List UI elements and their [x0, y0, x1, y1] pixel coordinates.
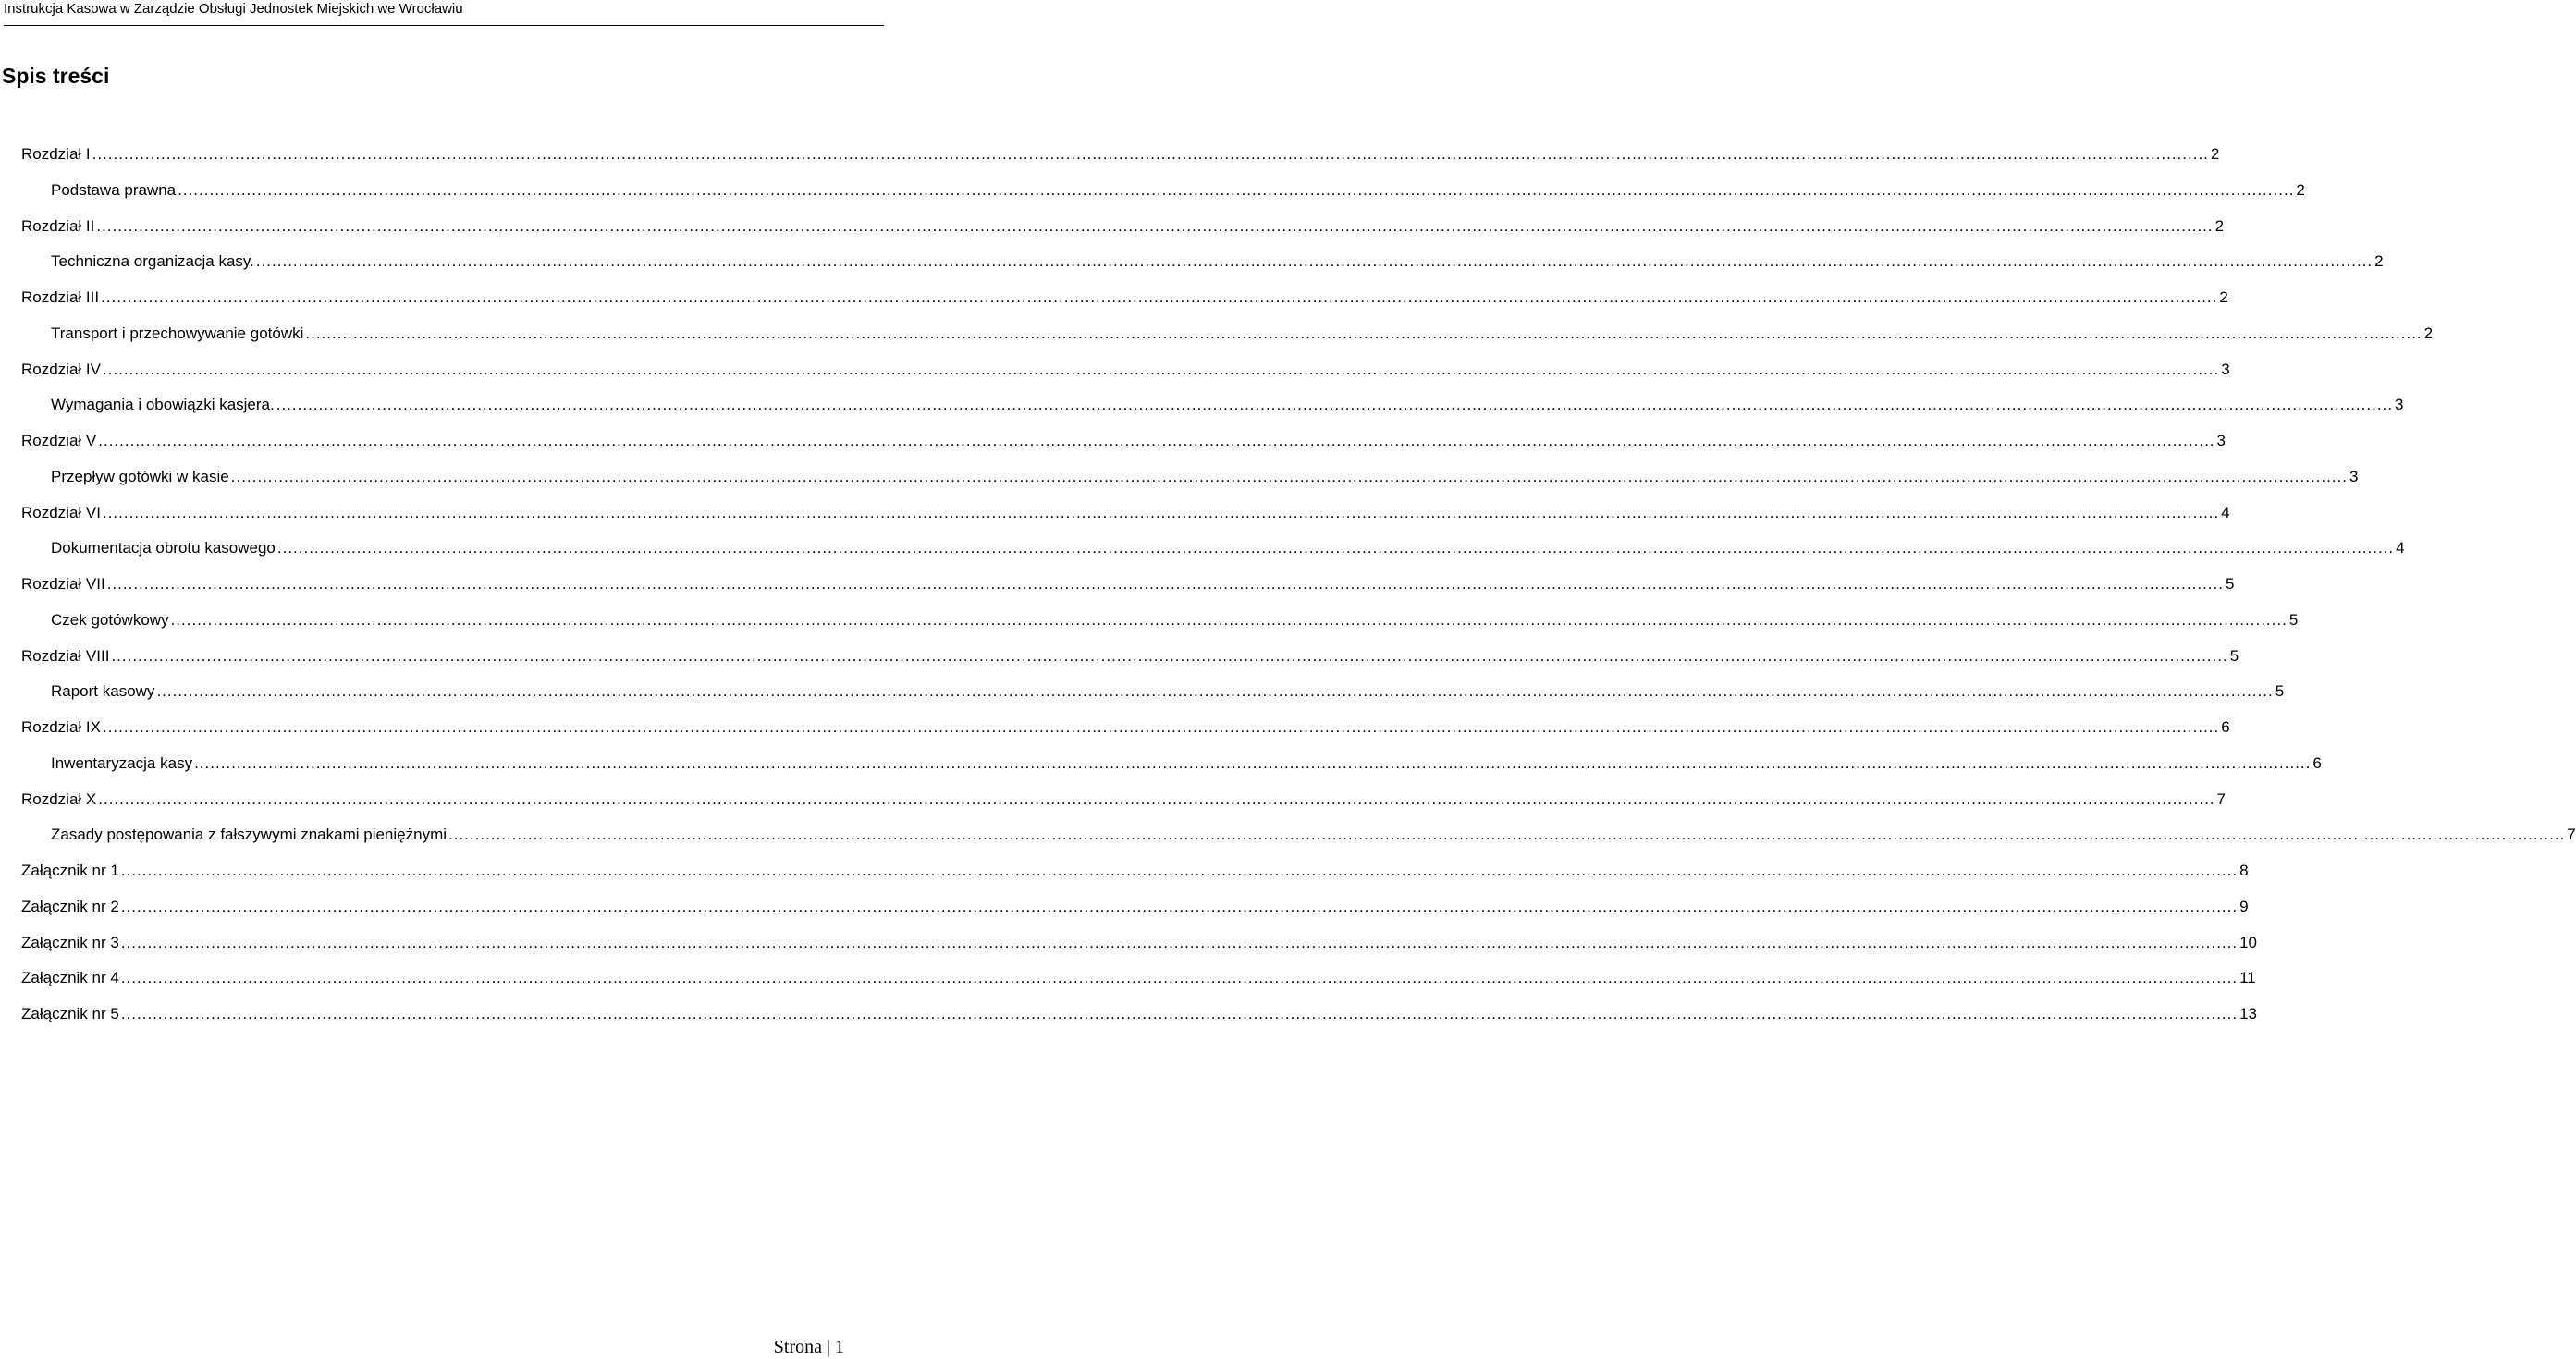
toc-entry-page: 2: [2219, 288, 2228, 306]
page-footer: [774, 1335, 844, 1359]
toc-dot-leader: ................................................................................................................................................................................................................................................................................................................................................................................................................: [101, 288, 2218, 306]
toc-entry-page: 6: [2221, 718, 2230, 736]
toc-entry[interactable]: [21, 789, 2226, 811]
footer-separator: |: [826, 1337, 830, 1357]
toc-entry[interactable]: [51, 394, 2404, 416]
toc-dot-leader: ................................................................................................................................................................................................................................................................................................................................................................................................................: [276, 539, 2395, 557]
toc-entry[interactable]: [21, 932, 2258, 954]
toc-dot-leader: ................................................................................................................................................................................................................................................................................................................................................................................................................: [102, 718, 2220, 736]
footer-page-label: Strona: [773, 1337, 822, 1357]
toc-dot-leader: ................................................................................................................................................................................................................................................................................................................................................................................................................: [170, 611, 2288, 629]
running-header-title: Instrukcja Kasowa w Zarządzie Obsługi Jednostek Miejskich we Wrocławiu: [4, 1, 463, 17]
toc-entry[interactable]: [51, 824, 2576, 846]
toc-entry-page: 2: [2374, 252, 2384, 270]
toc-dot-leader: ................................................................................................................................................................................................................................................................................................................................................................................................................: [305, 324, 2423, 342]
toc-entry-label[interactable]: Załącznik nr 2: [21, 898, 119, 915]
toc-entry-label[interactable]: Rozdział VIII: [21, 647, 110, 665]
toc-entry-label[interactable]: Załącznik nr 1: [21, 862, 119, 879]
toc-entry-label[interactable]: Rozdział III: [21, 288, 100, 306]
toc-entry-page: 3: [2216, 432, 2226, 449]
toc-dot-leader: ................................................................................................................................................................................................................................................................................................................................................................................................................: [102, 504, 2220, 521]
toc-dot-leader: ................................................................................................................................................................................................................................................................................................................................................................................................................: [98, 790, 2215, 808]
toc-entry-label[interactable]: Załącznik nr 5: [21, 1005, 119, 1022]
toc-entry-page: 5: [2275, 682, 2285, 700]
toc-entry-page: 3: [2349, 468, 2359, 485]
toc-entry-label[interactable]: Raport kasowy: [51, 682, 155, 700]
toc-entry[interactable]: [51, 466, 2359, 488]
toc-entry-page: 9: [2239, 898, 2249, 915]
toc-entry-label[interactable]: Rozdział IX: [21, 718, 101, 736]
toc-entry-page: 2: [2423, 324, 2434, 342]
toc-entry[interactable]: [21, 143, 2220, 165]
toc-entry-label[interactable]: Inwentaryzacja kasy: [51, 754, 193, 772]
toc-entry-page: 5: [2225, 575, 2235, 593]
toc-entry-label[interactable]: Załącznik nr 3: [21, 934, 119, 951]
toc-dot-leader: ................................................................................................................................................................................................................................................................................................................................................................................................................: [276, 396, 2393, 413]
toc-entry[interactable]: [51, 179, 2305, 202]
toc-dot-leader: ................................................................................................................................................................................................................................................................................................................................................................................................................: [448, 826, 2566, 843]
toc-dot-leader: ................................................................................................................................................................................................................................................................................................................................................................................................................: [106, 575, 2224, 593]
toc-entry-page: 8: [2239, 862, 2249, 879]
toc-entry-label[interactable]: Rozdział X: [21, 790, 97, 808]
toc-dot-leader: ................................................................................................................................................................................................................................................................................................................................................................................................................: [120, 862, 2239, 879]
toc-entry-label[interactable]: Dokumentacja obrotu kasowego: [51, 539, 276, 557]
toc-entry[interactable]: [51, 753, 2322, 775]
toc-entry[interactable]: [51, 537, 2405, 559]
toc-entry-page: 13: [2239, 1005, 2258, 1022]
toc-entry-label[interactable]: Załącznik nr 4: [21, 969, 119, 986]
toc-entry[interactable]: [51, 680, 2285, 703]
toc-entry[interactable]: [21, 716, 2230, 739]
toc-entry-page: 7: [2567, 826, 2576, 843]
toc-entry-label[interactable]: Zasady postępowania z fałszywymi znakami pieniężnymi: [51, 826, 448, 843]
toc-entry-label[interactable]: Rozdział VI: [21, 504, 101, 521]
toc-entry-page: 4: [2396, 539, 2405, 557]
toc-entry[interactable]: [21, 287, 2228, 309]
toc-entry[interactable]: [21, 430, 2226, 452]
toc-entry-label[interactable]: Rozdział II: [21, 217, 95, 235]
toc-dot-leader: ................................................................................................................................................................................................................................................................................................................................................................................................................: [120, 934, 2239, 951]
toc-entry-label[interactable]: Podstawa prawna: [51, 181, 177, 199]
toc-entry[interactable]: [21, 645, 2239, 667]
footer-page-number: 1: [835, 1337, 844, 1357]
toc-entry[interactable]: [21, 215, 2225, 238]
toc-entry-page: 5: [2288, 611, 2299, 629]
toc-entry-page: 4: [2221, 504, 2230, 521]
toc-entry-page: 2: [2296, 181, 2305, 199]
toc-entry-label[interactable]: Rozdział VII: [21, 575, 105, 593]
toc-entry-label[interactable]: Przepływ gotówki w kasie: [51, 468, 229, 485]
toc-entry[interactable]: [21, 573, 2235, 595]
toc-dot-leader: ................................................................................................................................................................................................................................................................................................................................................................................................................: [120, 969, 2239, 986]
toc-entry-page: 3: [2395, 396, 2404, 413]
toc-dot-leader: ................................................................................................................................................................................................................................................................................................................................................................................................................: [255, 252, 2374, 270]
toc-dot-leader: ................................................................................................................................................................................................................................................................................................................................................................................................................: [194, 754, 2312, 772]
toc-entry[interactable]: [51, 251, 2384, 273]
toc-dot-leader: ................................................................................................................................................................................................................................................................................................................................................................................................................: [96, 217, 2214, 235]
toc-entry[interactable]: [51, 609, 2299, 631]
toc-entry-page: 11: [2239, 969, 2256, 986]
toc-entry-page: 2: [2214, 217, 2225, 235]
toc-dot-leader: ................................................................................................................................................................................................................................................................................................................................................................................................................: [92, 145, 2209, 163]
toc-dot-leader: ................................................................................................................................................................................................................................................................................................................................................................................................................: [120, 1005, 2239, 1022]
toc-entry-label[interactable]: Rozdział IV: [21, 361, 101, 378]
toc-entry-label[interactable]: Czek gotówkowy: [51, 611, 169, 629]
toc-entry-page: 5: [2229, 647, 2239, 665]
toc-entry[interactable]: [21, 896, 2249, 918]
toc-entry-label[interactable]: Rozdział V: [21, 432, 97, 449]
toc-entry[interactable]: [21, 967, 2256, 989]
toc-dot-leader: ................................................................................................................................................................................................................................................................................................................................................................................................................: [111, 647, 2228, 665]
toc-dot-leader: ................................................................................................................................................................................................................................................................................................................................................................................................................: [230, 468, 2349, 485]
toc-dot-leader: ................................................................................................................................................................................................................................................................................................................................................................................................................: [120, 898, 2239, 915]
page-title: Spis treści: [2, 64, 110, 88]
toc-entry-label[interactable]: Transport i przechowywanie gotówki: [51, 324, 304, 342]
toc-entry-label[interactable]: Rozdział I: [21, 145, 91, 163]
toc-dot-leader: ................................................................................................................................................................................................................................................................................................................................................................................................................: [98, 432, 2215, 449]
toc-entry-page: 10: [2239, 934, 2258, 951]
toc-entry[interactable]: [21, 860, 2249, 882]
toc-dot-leader: ................................................................................................................................................................................................................................................................................................................................................................................................................: [178, 181, 2295, 199]
toc-entry-page: 6: [2312, 754, 2322, 772]
toc-entry-page: 3: [2221, 361, 2230, 378]
toc-entry[interactable]: [21, 1003, 2258, 1025]
toc-dot-leader: ................................................................................................................................................................................................................................................................................................................................................................................................................: [156, 682, 2274, 700]
toc-entry[interactable]: [21, 502, 2230, 524]
toc-entry-label[interactable]: Techniczna organizacja kasy.: [51, 252, 254, 270]
toc-entry[interactable]: [51, 323, 2434, 345]
toc-entry-page: 7: [2216, 790, 2226, 808]
toc-entry-label[interactable]: Wymagania i obowiązki kasjera.: [51, 396, 275, 413]
toc-entry[interactable]: [21, 359, 2230, 381]
toc-dot-leader: ................................................................................................................................................................................................................................................................................................................................................................................................................: [102, 361, 2220, 378]
toc-entry-page: 2: [2210, 145, 2220, 163]
